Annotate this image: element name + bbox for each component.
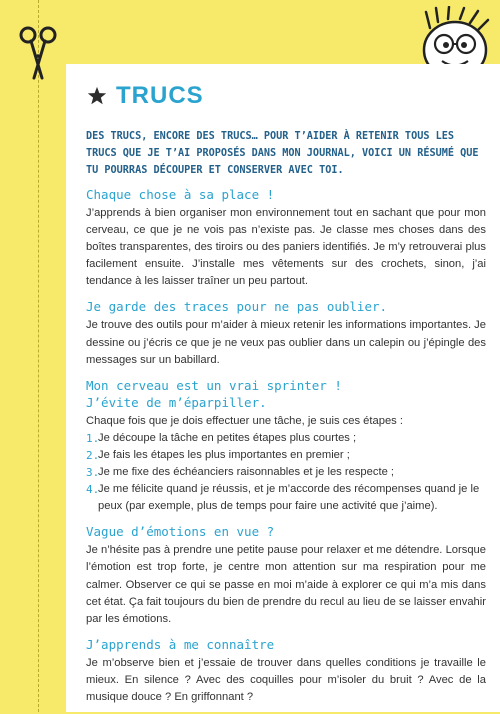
tips-content [86, 186, 486, 714]
tips-sheet [66, 64, 500, 712]
section-self-knowledge [86, 636, 486, 706]
section-text: Je m’observe bien et j’essaie de trouver dans quelles conditions je travaille le mieux. En silence ? Avec des coquilles pour m’isoler du bruit ? Avec de la musique douce ? En griffonnant ? [86, 656, 486, 703]
step-text: Je me félicite quand je réussis, et je m’accorde des récompenses quand je le peux (par exemple, plus de temps pour faire une activité que j’aime). [98, 483, 480, 513]
section-organisation [86, 186, 486, 290]
scissors-icon [18, 26, 58, 80]
section-text: J’apprends à bien organiser mon environnement tout en sachant que pour mon cerveau, ce que je ne vois pas n’existe pas. Je classe mes choses dans des boîtes transparentes, des tiroirs ou des paniers identifiés. Je m’y retrouverai plus facilement ensuite. J’installe mes vêtements sur des crochets, sinon, j’ai tendance à les laisser traîner un peu partout. [86, 207, 486, 288]
step-number: 3. [86, 466, 100, 480]
step-text: Je me fixe des échéanciers raisonnables et je les respecte ; [98, 466, 395, 479]
title-row [86, 82, 204, 110]
step-number: 4. [86, 483, 100, 497]
list-item [86, 447, 486, 464]
section-subheading: J’évite de m’éparpiller. [86, 394, 267, 410]
star-icon [86, 85, 108, 107]
list-item [86, 464, 486, 481]
intro-text: DES TRUCS, ENCORE DES TRUCS… POUR T’AIDER À RETENIR TOUS LES TRUCS QUE JE T’AI PROPOSÉS DANS MON JOURNAL, VOICI UN RÉSUMÉ QUE TU POURRAS DÉCOUPER ET CONSERVER AVEC TOI. [86, 131, 479, 176]
cut-line [38, 0, 39, 712]
steps-list [86, 430, 486, 515]
step-number: 1. [86, 431, 100, 445]
list-item [86, 481, 486, 515]
section-traces [86, 298, 486, 368]
section-emotions [86, 523, 486, 627]
step-number: 2. [86, 448, 100, 462]
section-heading: Chaque chose à sa place ! [86, 187, 275, 202]
section-heading: Mon cerveau est un vrai sprinter ! [86, 377, 342, 393]
step-text: Je fais les étapes les plus importantes en premier ; [98, 448, 350, 461]
step-text: Je découpe la tâche en petites étapes plus courtes ; [98, 431, 357, 444]
section-heading: J’apprends à me connaître [86, 636, 275, 652]
section-text: Je trouve des outils pour m’aider à mieux retenir les informations importantes. Je dessine ou j’écris ce que je ne veux pas oublier dans un calepin ou j’épingle des messages sur un babillard. [86, 319, 486, 366]
page-title: TRUCS [116, 82, 204, 109]
section-heading: Je garde des traces pour ne pas oublier. [86, 299, 388, 315]
list-item [86, 430, 486, 447]
section-sprinter [86, 377, 486, 516]
section-heading: Vague d’émotions en vue ? [86, 524, 275, 540]
section-text: Chaque fois que je dois effectuer une tâche, je suis ces étapes : [86, 414, 403, 427]
section-text: Je n’hésite pas à prendre une petite pause pour relaxer et me détendre. Lorsque l’émotion est trop forte, je centre mon attention sur ma respiration pour me calmer. Observer ce qui se passe en moi m’aide à explorer ce qui m’a mis dans cet état. Ça fait toujours du bien de prendre du recul au lieu de se laisser envahir par les émotions. [86, 544, 486, 625]
